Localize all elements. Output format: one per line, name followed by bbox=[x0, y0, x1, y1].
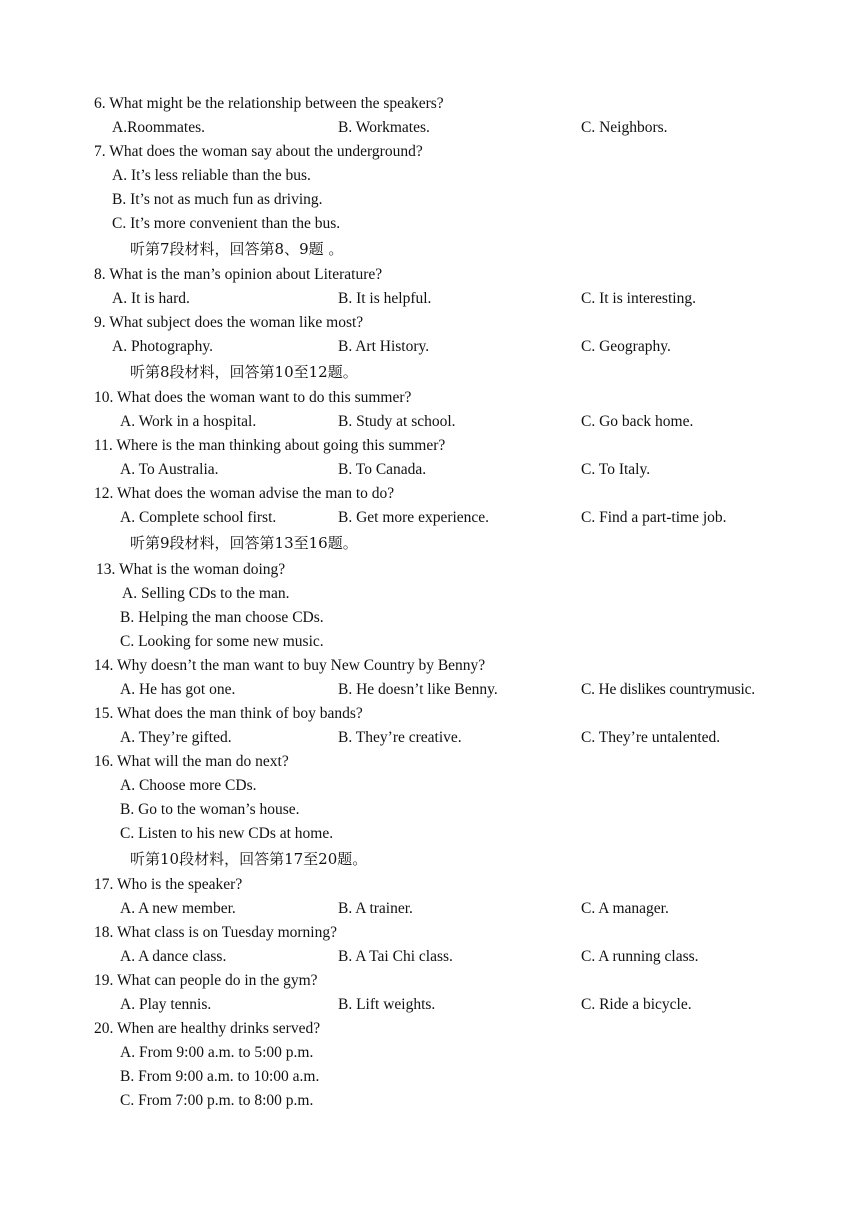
q18-option-b: B. A Tai Chi class. bbox=[338, 948, 453, 965]
section-note-7: 听第7段材料，回答第8、9题 。 bbox=[130, 240, 344, 258]
q20-option-c: C. From 7:00 p.m. to 8:00 p.m. bbox=[120, 1092, 314, 1109]
q13-option-c: C. Looking for some new music. bbox=[120, 633, 324, 650]
q19-option-b: B. Lift weights. bbox=[338, 996, 436, 1013]
q7-option-a: A. It’s less reliable than the bus. bbox=[112, 167, 311, 184]
q14-option-c: C. He dislikes countrymusic. bbox=[581, 681, 755, 698]
question-13: 13. What is the woman doing? bbox=[96, 561, 286, 578]
q6-option-c: C. Neighbors. bbox=[581, 119, 668, 136]
question-7: 7. What does the woman say about the underground? bbox=[94, 143, 423, 160]
q18-option-a: A. A dance class. bbox=[120, 948, 227, 965]
q15-option-b: B. They’re creative. bbox=[338, 729, 462, 746]
q19-option-a: A. Play tennis. bbox=[120, 996, 212, 1013]
section-note-10: 听第10段材料，回答第17至20题。 bbox=[130, 850, 368, 868]
q20-option-a: A. From 9:00 a.m. to 5:00 p.m. bbox=[120, 1044, 314, 1061]
q19-option-c: C. Ride a bicycle. bbox=[581, 996, 692, 1013]
q7-option-c: C. It’s more convenient than the bus. bbox=[112, 215, 341, 232]
question-20: 20. When are healthy drinks served? bbox=[94, 1020, 321, 1037]
q16-option-c: C. Listen to his new CDs at home. bbox=[120, 825, 334, 842]
q6-option-b: B. Workmates. bbox=[338, 119, 430, 136]
question-14: 14. Why doesn’t the man want to buy New Country by Benny? bbox=[94, 657, 486, 674]
q11-option-c: C. To Italy. bbox=[581, 461, 651, 478]
section-note-9: 听第9段材料，回答第13至16题。 bbox=[130, 534, 358, 552]
q13-option-b: B. Helping the man choose CDs. bbox=[120, 609, 324, 626]
q15-option-c: C. They’re untalented. bbox=[581, 729, 721, 746]
q13-option-a: A. Selling CDs to the man. bbox=[122, 585, 290, 602]
q18-option-c: C. A running class. bbox=[581, 948, 699, 965]
q11-option-b: B. To Canada. bbox=[338, 461, 427, 478]
q12-option-b: B. Get more experience. bbox=[338, 509, 490, 526]
question-11: 11. Where is the man thinking about going this summer? bbox=[94, 437, 446, 454]
q17-option-a: A. A new member. bbox=[120, 900, 236, 917]
q9-option-c: C. Geography. bbox=[581, 338, 671, 355]
q17-option-c: C. A manager. bbox=[581, 900, 669, 917]
question-8: 8. What is the man’s opinion about Literature? bbox=[94, 266, 383, 283]
q11-option-a: A. To Australia. bbox=[120, 461, 219, 478]
q17-option-b: B. A trainer. bbox=[338, 900, 413, 917]
q7-option-b: B. It’s not as much fun as driving. bbox=[112, 191, 323, 208]
question-17: 17. Who is the speaker? bbox=[94, 876, 243, 893]
q10-option-b: B. Study at school. bbox=[338, 413, 456, 430]
q8-option-a: A. It is hard. bbox=[112, 290, 190, 307]
q12-option-c: C. Find a part-time job. bbox=[581, 509, 727, 526]
q14-option-b: B. He doesn’t like Benny. bbox=[338, 681, 498, 698]
section-note-8: 听第8段材料，回答第10至12题。 bbox=[130, 363, 358, 381]
question-12: 12. What does the woman advise the man to do? bbox=[94, 485, 395, 502]
q14-option-a: A. He has got one. bbox=[120, 681, 236, 698]
q16-option-b: B. Go to the woman’s house. bbox=[120, 801, 300, 818]
q15-option-a: A. They’re gifted. bbox=[120, 729, 232, 746]
question-6: 6. What might be the relationship between the speakers? bbox=[94, 95, 444, 112]
question-9: 9. What subject does the woman like most? bbox=[94, 314, 364, 331]
question-10: 10. What does the woman want to do this summer? bbox=[94, 389, 412, 406]
q16-option-a: A. Choose more CDs. bbox=[120, 777, 257, 794]
q9-option-b: B. Art History. bbox=[338, 338, 430, 355]
question-16: 16. What will the man do next? bbox=[94, 753, 289, 770]
q12-option-a: A. Complete school first. bbox=[120, 509, 277, 526]
q6-option-a: A.Roommates. bbox=[112, 119, 205, 136]
q20-option-b: B. From 9:00 a.m. to 10:00 a.m. bbox=[120, 1068, 320, 1085]
question-19: 19. What can people do in the gym? bbox=[94, 972, 318, 989]
q9-option-a: A. Photography. bbox=[112, 338, 214, 355]
question-18: 18. What class is on Tuesday morning? bbox=[94, 924, 337, 941]
q10-option-c: C. Go back home. bbox=[581, 413, 694, 430]
q8-option-b: B. It is helpful. bbox=[338, 290, 432, 307]
question-15: 15. What does the man think of boy bands? bbox=[94, 705, 363, 722]
q8-option-c: C. It is interesting. bbox=[581, 290, 696, 307]
q10-option-a: A. Work in a hospital. bbox=[120, 413, 257, 430]
